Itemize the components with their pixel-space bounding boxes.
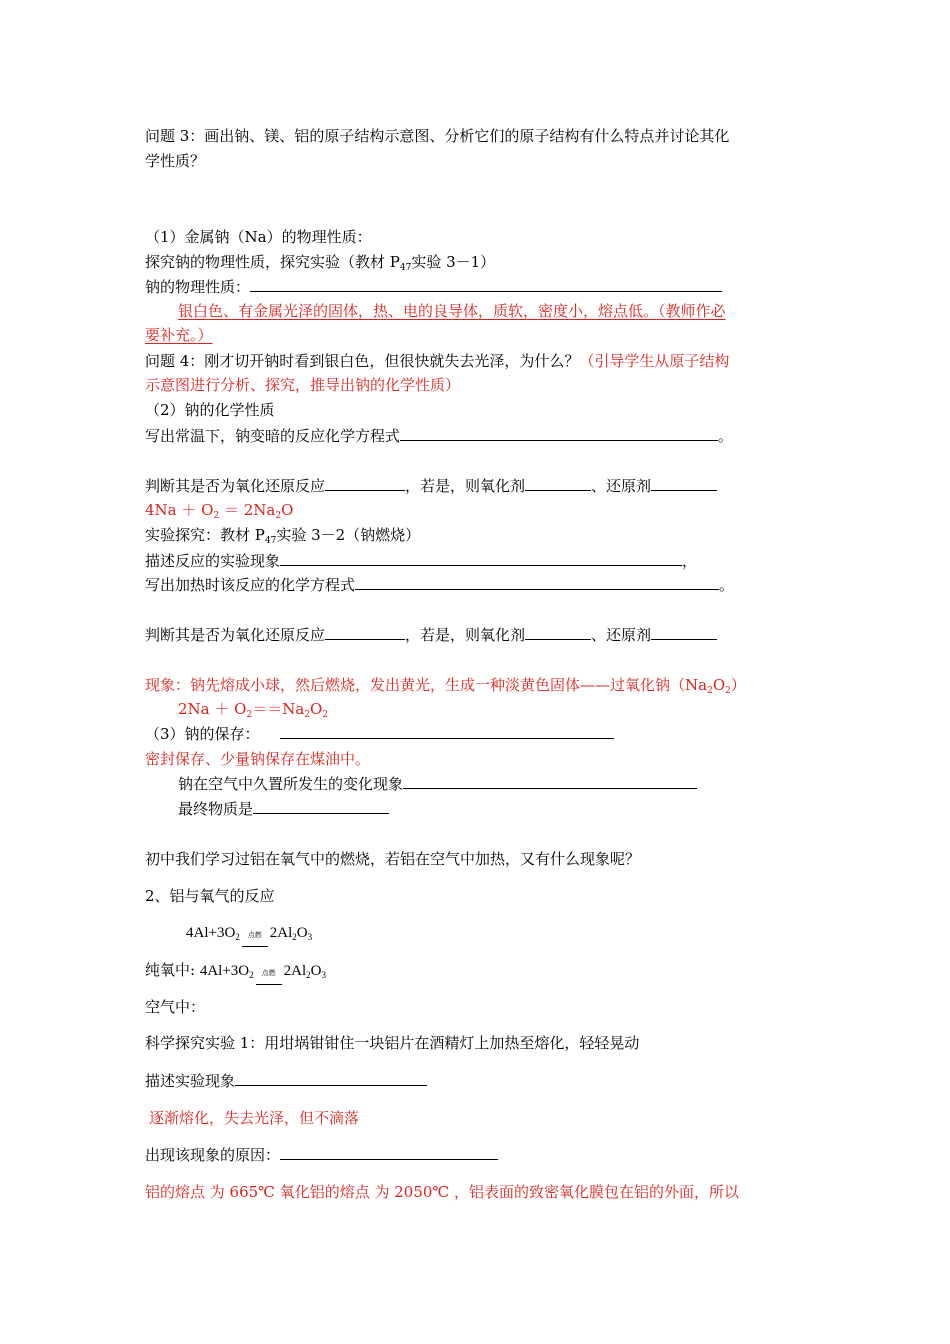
melting-point-line: 铝的熔点 为 665℃ 氧化铝的熔点 为 2050℃ ，铝表面的致密氧化膜包在铝的外面，所以 [145,1183,739,1201]
answer-blank[interactable] [325,625,405,640]
answer-blank[interactable] [525,625,591,640]
describe-al-line: 描述实验现象 [145,1071,427,1091]
physical-properties-line: 钠的物理性质： [145,277,722,297]
answer-blank[interactable] [250,277,722,292]
describe-line: 描述反应的实验现象 ， [145,552,698,570]
phenomenon-line: 现象：钠先熔成小球，然后燃烧，发出黄光，生成一种淡黄色固体——过氧化钠$(Na_2O_2)$ [145,676,746,696]
aluminum-intro: 初中我们学习过铝在氧气中的燃烧，若铝在空气中加热，又有什么现象呢？ [145,850,641,868]
physical-answer-line1: 银白色、有金属光泽的固体，热、电的良导体，质软，密度小，熔点低。（教师作必 [178,302,726,320]
write-equation-line: 写出常温下，钠变暗的反应化学方程式 。 [145,427,734,445]
answer-blank[interactable] [651,625,717,640]
answer-blank[interactable] [280,551,682,566]
answer-blank[interactable] [280,724,614,739]
air-change-line: 钠在空气中久置所发生的变化现象 [178,774,697,794]
question-4-line2: 示意图进行分析、探究，推导出钠的化学性质） [145,376,461,394]
answer-blank[interactable] [355,575,719,590]
pure-oxygen-equation: 纯氧中: $4Al+3O_2$ 点燃 $2Al_2O_3$ [145,960,326,981]
physical-answer-line2: 要补充。） [145,326,213,344]
answer-blank[interactable] [403,774,697,789]
answer-blank[interactable] [280,1145,498,1160]
reason-line: 出现该现象的原因： [145,1145,498,1165]
answer-blank[interactable] [235,1071,427,1086]
heat-equation-line: 写出加热时该反应的化学方程式 。 [145,576,735,594]
answer-blank[interactable] [651,476,717,491]
answer-blank[interactable] [525,476,591,491]
section-3-title-line: （3）钠的保存： [145,724,614,744]
judge-redox-line: 判断其是否为氧化还原反应 ，若是，则氧化剂 、还原剂 [145,476,717,496]
aluminum-answer: 逐渐熔化，失去光泽，但不滴落 [149,1109,360,1127]
question-3-line1: 问题 3：画出钠、镁、铝的原子结构示意图、分析它们的原子结构有什么特点并讨论其化 [145,127,730,145]
section-2-title: （2）钠的化学性质 [145,401,275,419]
in-air-label: 空气中： [145,998,206,1016]
equation-na-oxide: $4Na + O_2 = 2Na_2O$ [145,501,294,521]
answer-blank[interactable] [325,476,405,491]
question-3-line2: 学性质？ [145,152,206,170]
section-1-title: （1）金属钠（Na）的物理性质： [145,228,372,246]
storage-answer: 密封保存、少量钠保存在煤油中。 [145,750,371,768]
question-4-line1: 问题 4：刚才切开钠时看到银白色，但很快就失去光泽，为什么？（引导学生从原子结构 [145,352,730,370]
final-substance-line: 最终物质是 [178,799,389,819]
answer-blank[interactable] [253,799,389,814]
explore-physical-line: 探究钠的物理性质，探究实验（教材 $P_{47}$实验 3－1） [145,253,496,273]
experiment-line: 实验探究：教材 $P_{47}$实验 3－2（钠燃烧） [145,526,421,546]
aluminum-equation: $4Al+3O_2$ 点燃 $2Al_2O_3$ [186,923,312,943]
equation-na-peroxide: $2Na + O_2==Na_2O_2$ [178,700,329,720]
judge-redox-line-2: 判断其是否为氧化还原反应 ，若是，则氧化剂 、还原剂 [145,625,717,645]
answer-blank[interactable] [400,426,718,441]
aluminum-heading: 2、铝与氧气的反应 [145,887,275,905]
experiment-1-line: 科学探究实验 1：用坩埚钳钳住一块铝片在酒精灯上加热至熔化，轻轻晃动 [145,1034,640,1052]
